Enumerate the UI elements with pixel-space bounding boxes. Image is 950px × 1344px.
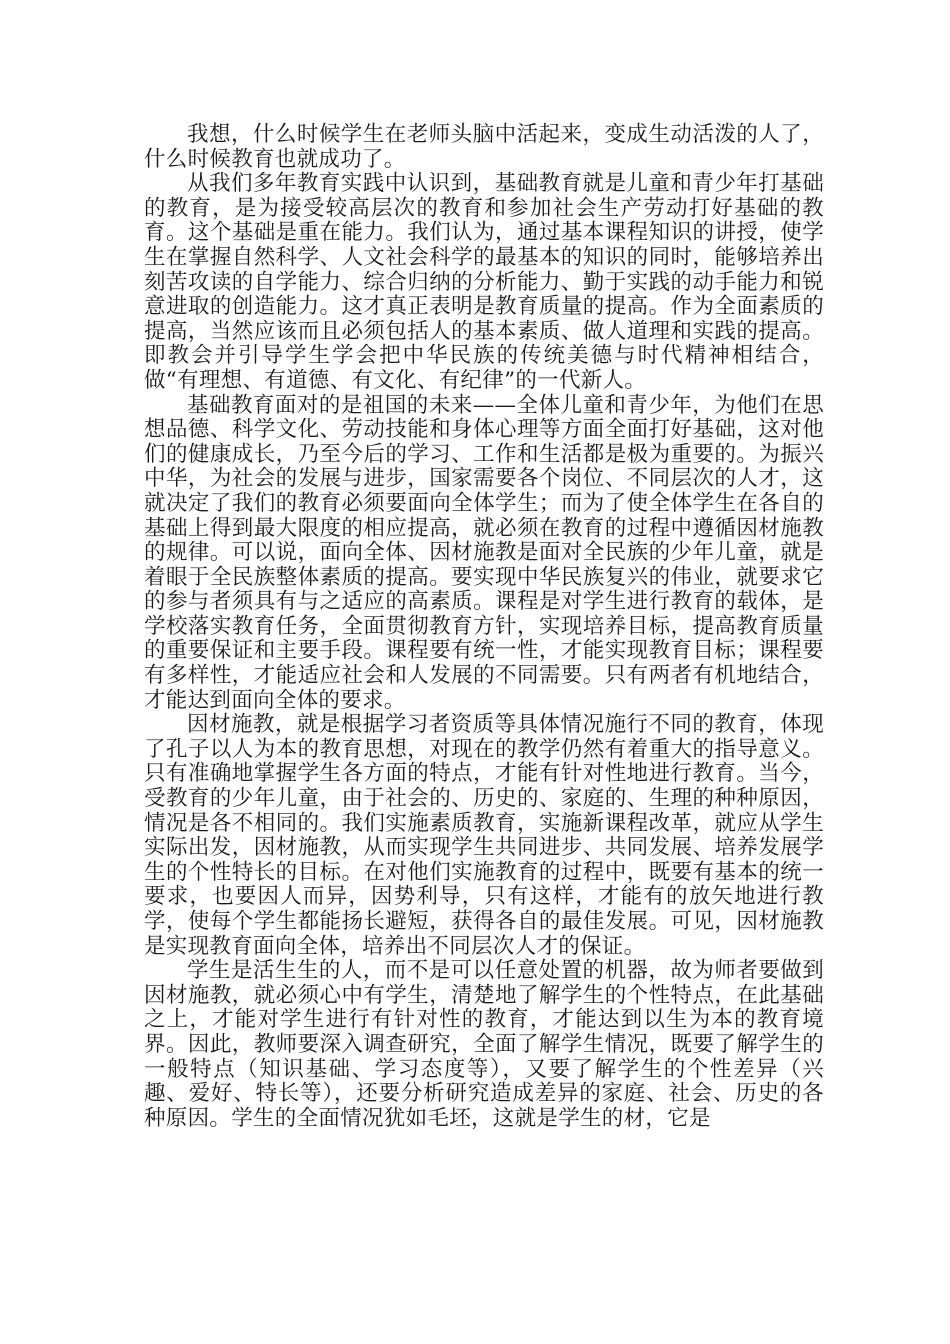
paragraph-2: 从我们多年教育实践中认识到，基础教育就是儿童和青少年打基础的教育，是为接受较高层次的教育和参加社会生产劳动打好基础的教育。这个基础是重在能力。我们认为，通过基本课程知识的讲授，使学生在掌握自然科学、人文社会科学的最基本的知识的同时，能够培养出刻苦攻读的自学能力、综合归纳的分析能力、勤于实践的动手能力和锐意进取的创造能力。这才真正表明是教育质量的提高。作为全面素质的提高，当然应该而且必须包括人的基本素质、做人道理和实践的提高。即教会并引导学生学会把中华民族的传统美德与时代精神相结合，做“有理想、有道德、有文化、有纪律”的一代新人。 bbox=[144, 171, 824, 393]
paragraph-4: 因材施教，就是根据学习者资质等具体情况施行不同的教育，体现了孔子以人为本的教育思想，对现在的教学仍然有着重大的指导意义。只有准确地掌握学生各方面的特点，才能有针对性地进行教育。当今，受教育的少年儿童，由于社会的、历史的、家庭的、生理的种种原因，情况是各不相同的。我们实施素质教育，实施新课程改革，就应从学生实际出发，因材施教，从而实现学生共同进步、共同发展、培养发展学生的个性特长的目标。在对他们实施教育的过程中，既要有基本的统一要求，也要因人而异，因势利导，只有这样，才能有的放矢地进行教学，使每个学生都能扬长避短，获得各自的最佳发展。可见，因材施教是实现教育面向全体，培养出不同层次人才的保证。 bbox=[144, 712, 824, 959]
paragraph-1: 我想，什么时候学生在老师头脑中活起来，变成生动活泼的人了，什么时候教育也就成功了。 bbox=[144, 122, 824, 172]
paragraph-5: 学生是活生生的人，而不是可以任意处置的机器，故为师者要做到因材施教，就必须心中有学生，清楚地了解学生的个性特点，在此基础之上，才能对学生进行有针对性的教育，才能达到以生为本的教育境界。因此，教师要深入调查研究，全面了解学生情况，既要了解学生的一般特点（知识基础、学习态度等），又要了解学生的个性差异（兴趣、爱好、特长等），还要分析研究造成差异的家庭、社会、历史的各种原因。学生的全面情况犹如毛坯，这就是学生的材，它是 bbox=[144, 958, 824, 1131]
document-body bbox=[144, 123, 824, 1131]
paragraph-3: 基础教育面对的是祖国的未来——全体儿童和青少年，为他们在思想品德、科学文化、劳动技能和身体心理等方面全面打好基础，这对他们的健康成长，乃至今后的学习、工作和生活都是极为重要的。为振兴中华，为社会的发展与进步，国家需要各个岗位、不同层次的人才，这就决定了我们的教育必须要面向全体学生；而为了使全体学生在各自的基础上得到最大限度的相应提高，就必须在教育的过程中遵循因材施教的规律。可以说，面向全体、因材施教是面对全民族的少年儿童，就是着眼于全民族整体素质的提高。要实现中华民族复兴的伟业，就要求它的参与者须具有与之适应的高素质。课程是对学生进行教育的载体，是学校落实教育任务，全面贯彻教育方针，实现培养目标，提高教育质量的重要保证和主要手段。课程要有统一性，才能实现教育目标；课程要有多样性，才能适应社会和人发展的不同需要。只有两者有机地结合，才能达到面向全体的要求。 bbox=[144, 392, 824, 713]
